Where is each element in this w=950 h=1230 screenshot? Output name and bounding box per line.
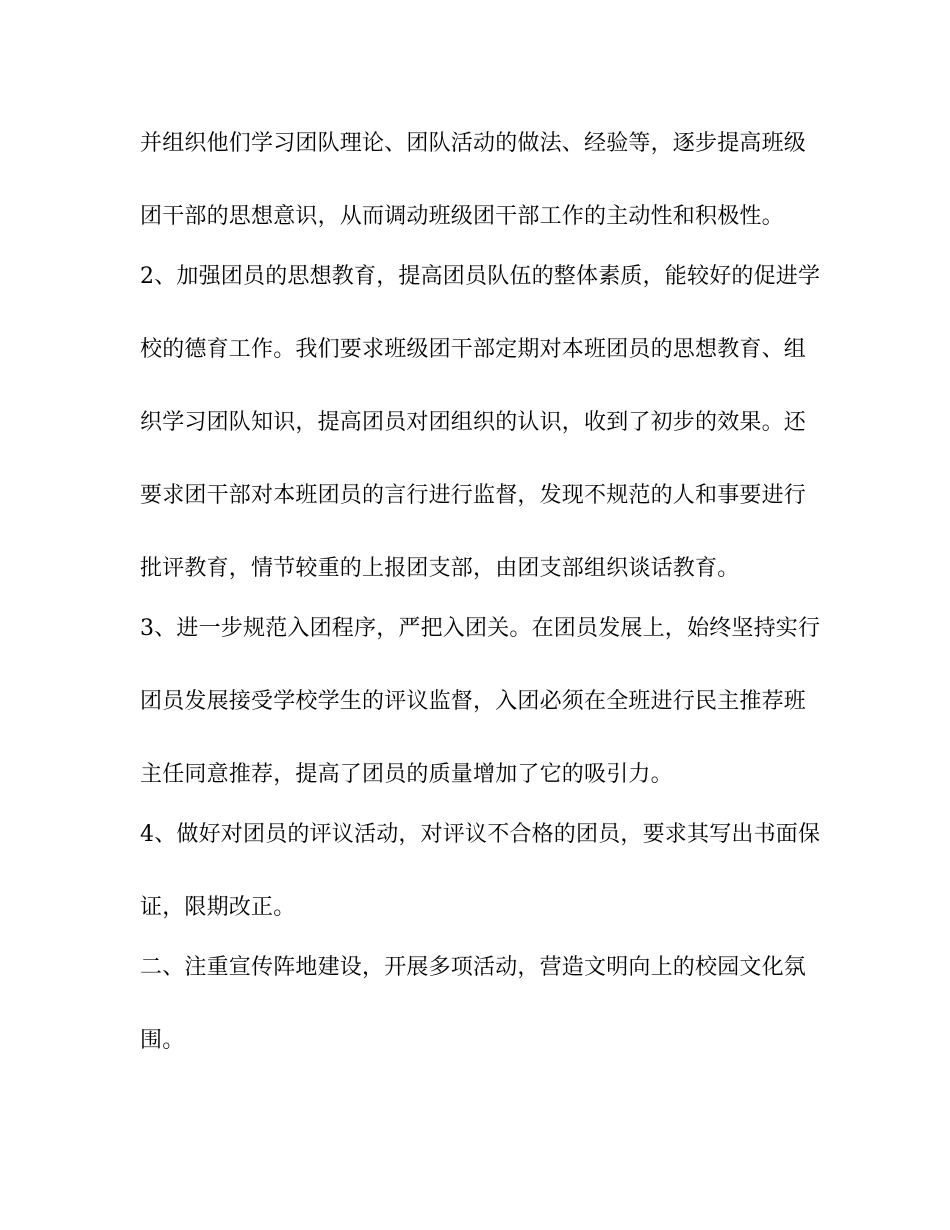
- text-line: 4、做好对团员的评议活动，对评议不合格的团员，要求其写出书面保: [140, 822, 821, 847]
- text-line: 团干部的思想意识，从而调动班级团干部工作的主动性和积极性。: [140, 204, 784, 229]
- text-line: 二、注重宣传阵地建设，开展多项活动，营造文明向上的校园文化氛: [140, 955, 807, 980]
- text-line: 2、加强团员的思想教育，提高团员队伍的整体素质，能较好的促进学: [140, 264, 821, 289]
- text-line: 校的德育工作。我们要求班级团干部定期对本班团员的思想教育、组: [140, 337, 807, 362]
- text-line: 围。: [140, 1028, 185, 1053]
- text-line: 主任同意推荐，提高了团员的质量增加了它的吸引力。: [140, 762, 673, 787]
- text-line: 团员发展接受学校学生的评议监督，入团必须在全班进行民主推荐班: [140, 689, 807, 714]
- text-line: 织学习团队知识，提高团员对团组织的认识，收到了初步的效果。还: [140, 410, 807, 435]
- text-line: 3、进一步规范入团程序，严把入团关。在团员发展上，始终坚持实行: [140, 616, 821, 641]
- text-line: 批评教育，情节较重的上报团支部，由团支部组织谈话教育。: [140, 556, 740, 581]
- text-line: 证，限期改正。: [140, 895, 296, 920]
- text-line: 要求团干部对本班团员的言行进行监督，发现不规范的人和事要进行: [140, 483, 807, 508]
- text-line: 并组织他们学习团队理论、团队活动的做法、经验等，逐步提高班级: [140, 131, 807, 156]
